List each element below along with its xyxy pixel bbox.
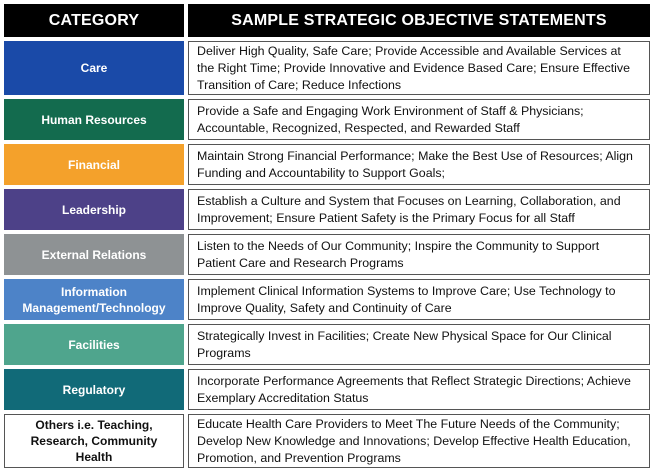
category-cell: Financial [4,144,184,185]
table-row-leadership [4,189,650,230]
objective-cell: Implement Clinical Information Systems to Improve Care; Use Technology to Improve Quality, Safety and Continuity of Care [188,279,650,320]
category-cell: Regulatory [4,369,184,410]
table-row-external-relations [4,234,650,275]
table-header [4,4,650,37]
category-cell: Human Resources [4,99,184,140]
category-cell: Information Management/Technology [4,279,184,320]
table-row-regulatory [4,369,650,410]
table-row-information-management [4,279,650,320]
objective-cell: Establish a Culture and System that Focuses on Learning, Collaboration, and Improvement; Ensure Patient Safety is the Primary Focus for all Staff [188,189,650,230]
objective-cell: Listen to the Needs of Our Community; Inspire the Community to Support Patient Care and Research Programs [188,234,650,275]
category-cell: Facilities [4,324,184,365]
strategic-objectives-table [4,4,650,465]
category-cell: Leadership [4,189,184,230]
table-row-financial [4,144,650,185]
objective-cell: Strategically Invest in Facilities; Create New Physical Space for Our Clinical Programs [188,324,650,365]
category-cell: External Relations [4,234,184,275]
table-row-others [4,414,650,468]
objective-cell: Provide a Safe and Engaging Work Environment of Staff & Physicians; Accountable, Recognized, Respected, and Rewarded Staff [188,99,650,140]
objectives-header: SAMPLE STRATEGIC OBJECTIVE STATEMENTS [188,4,650,37]
category-header: CATEGORY [4,4,184,37]
objective-cell: Maintain Strong Financial Performance; Make the Best Use of Resources; Align Funding and Accountability to Support Goals; [188,144,650,185]
objective-cell: Incorporate Performance Agreements that Reflect Strategic Directions; Achieve Exemplary Accreditation Status [188,369,650,410]
category-cell: Others i.e. Teaching, Research, Community Health [4,414,184,468]
table-row-care [4,41,650,95]
category-cell: Care [4,41,184,95]
table-row-facilities [4,324,650,365]
objective-cell: Deliver High Quality, Safe Care; Provide Accessible and Available Services at the Right Time; Provide Innovative and Evidence Based Care; Ensure Effective Transition of Care; Reduce Infections [188,41,650,95]
table-row-human-resources [4,99,650,140]
objective-cell: Educate Health Care Providers to Meet The Future Needs of the Community; Develop New Knowledge and Innovations; Develop Effective Health Education, Promotion, and Prevention Programs [188,414,650,468]
